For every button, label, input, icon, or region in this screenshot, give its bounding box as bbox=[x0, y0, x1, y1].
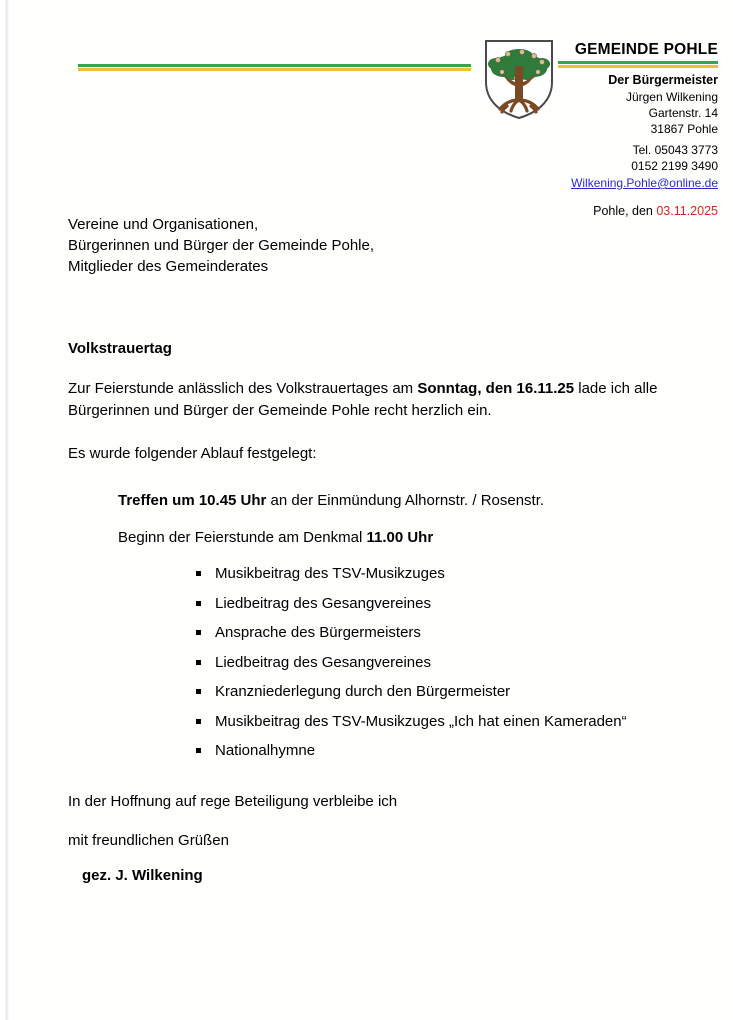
organisation-block bbox=[558, 40, 718, 137]
agenda-list bbox=[68, 559, 708, 766]
intro-paragraph bbox=[68, 378, 708, 422]
dateline-prefix: Pohle, den bbox=[593, 204, 657, 218]
rule-green-line bbox=[78, 64, 471, 67]
mobile-number: 0152 2199 3490 bbox=[631, 159, 718, 173]
agenda-item-label: Kranzniederlegung durch den Bürgermeister bbox=[215, 683, 511, 700]
closing-line-1: In der Hoffnung auf rege Beteiligung verbleibe ich bbox=[68, 792, 398, 810]
rule-yellow-line bbox=[78, 68, 471, 71]
intro-date-bold: Sonntag, den 16.11.25 bbox=[417, 380, 575, 397]
list-item bbox=[196, 677, 708, 707]
ceremony-start-text: Beginn der Feierstunde am Denkmal bbox=[118, 529, 367, 546]
recipients-block bbox=[68, 214, 708, 277]
list-item bbox=[196, 648, 708, 678]
list-item bbox=[196, 559, 708, 589]
letter-body bbox=[68, 214, 708, 887]
organisation-name: GEMEINDE POHLE bbox=[574, 41, 718, 58]
list-item bbox=[196, 589, 708, 619]
list-item bbox=[196, 618, 708, 648]
address-street: Gartenstr. 14 bbox=[648, 106, 718, 120]
header-decorative-rule-left bbox=[78, 64, 471, 71]
rule-yellow-line bbox=[558, 65, 718, 68]
dateline-date: 03.11.2025 bbox=[656, 204, 718, 218]
agenda-item-label: Musikbeitrag des TSV-Musikzuges „Ich hat einen Kameraden“ bbox=[215, 712, 627, 730]
phone-number: Tel. 05043 3773 bbox=[632, 143, 718, 157]
square-bullet-icon bbox=[196, 571, 201, 576]
list-item bbox=[196, 736, 708, 766]
ceremony-start-time-bold: 11.00 Uhr bbox=[366, 529, 434, 546]
schedule-intro-paragraph: Es wurde folgender Ablauf festgelegt: bbox=[68, 445, 317, 462]
agenda-item-label: Nationalhymne bbox=[215, 742, 316, 759]
page-left-edge bbox=[5, 0, 9, 1020]
recipient-line: Vereine und Organisationen, bbox=[68, 216, 259, 233]
meeting-time-bold: Treffen um 10.45 Uhr bbox=[118, 492, 267, 509]
signature-line: gez. J. Wilkening bbox=[82, 866, 203, 884]
square-bullet-icon bbox=[196, 660, 201, 665]
agenda-item-label: Liedbeitrag des Gesangvereines bbox=[215, 653, 431, 671]
coat-of-arms-icon bbox=[482, 38, 556, 120]
agenda-item-label: Musikbeitrag des TSV-Musikzuges bbox=[215, 565, 445, 582]
closing-line-2: mit freundlichen Grüßen bbox=[68, 831, 229, 849]
meeting-point-line bbox=[118, 490, 708, 512]
square-bullet-icon bbox=[196, 630, 201, 635]
square-bullet-icon bbox=[196, 601, 201, 606]
ceremony-start-line bbox=[118, 527, 708, 549]
document-page bbox=[10, 0, 733, 1020]
square-bullet-icon bbox=[196, 719, 201, 724]
agenda-item-label: Liedbeitrag des Gesangvereines bbox=[215, 594, 431, 612]
subject-heading: Volkstrauertag bbox=[68, 340, 172, 357]
list-item bbox=[196, 707, 708, 737]
mayor-name: Jürgen Wilkening bbox=[625, 90, 718, 104]
rule-green-line bbox=[558, 61, 718, 64]
intro-part-2: lade ich alle Bürgerinnen und Bürger der Gemeinde Pohle recht herzlich ein. bbox=[68, 380, 658, 419]
letterhead bbox=[10, 36, 733, 226]
square-bullet-icon bbox=[196, 748, 201, 753]
mayor-role-label: Der Bürgermeister bbox=[608, 73, 718, 87]
square-bullet-icon bbox=[196, 689, 201, 694]
recipient-line: Mitglieder des Gemeinderates bbox=[68, 258, 269, 275]
intro-part-1: Zur Feierstunde anlässlich des Volkstrauertages am bbox=[68, 380, 418, 397]
contact-block bbox=[518, 142, 718, 192]
header-decorative-rule-right bbox=[558, 61, 718, 68]
recipient-line: Bürgerinnen und Bürger der Gemeinde Pohle, bbox=[68, 237, 375, 254]
agenda-item-label: Ansprache des Bürgermeisters bbox=[215, 624, 421, 641]
address-city: 31867 Pohle bbox=[650, 122, 718, 136]
meeting-location: an der Einmündung Alhornstr. / Rosenstr. bbox=[266, 492, 545, 509]
email-link[interactable]: Wilkening.Pohle@online.de bbox=[571, 176, 718, 190]
